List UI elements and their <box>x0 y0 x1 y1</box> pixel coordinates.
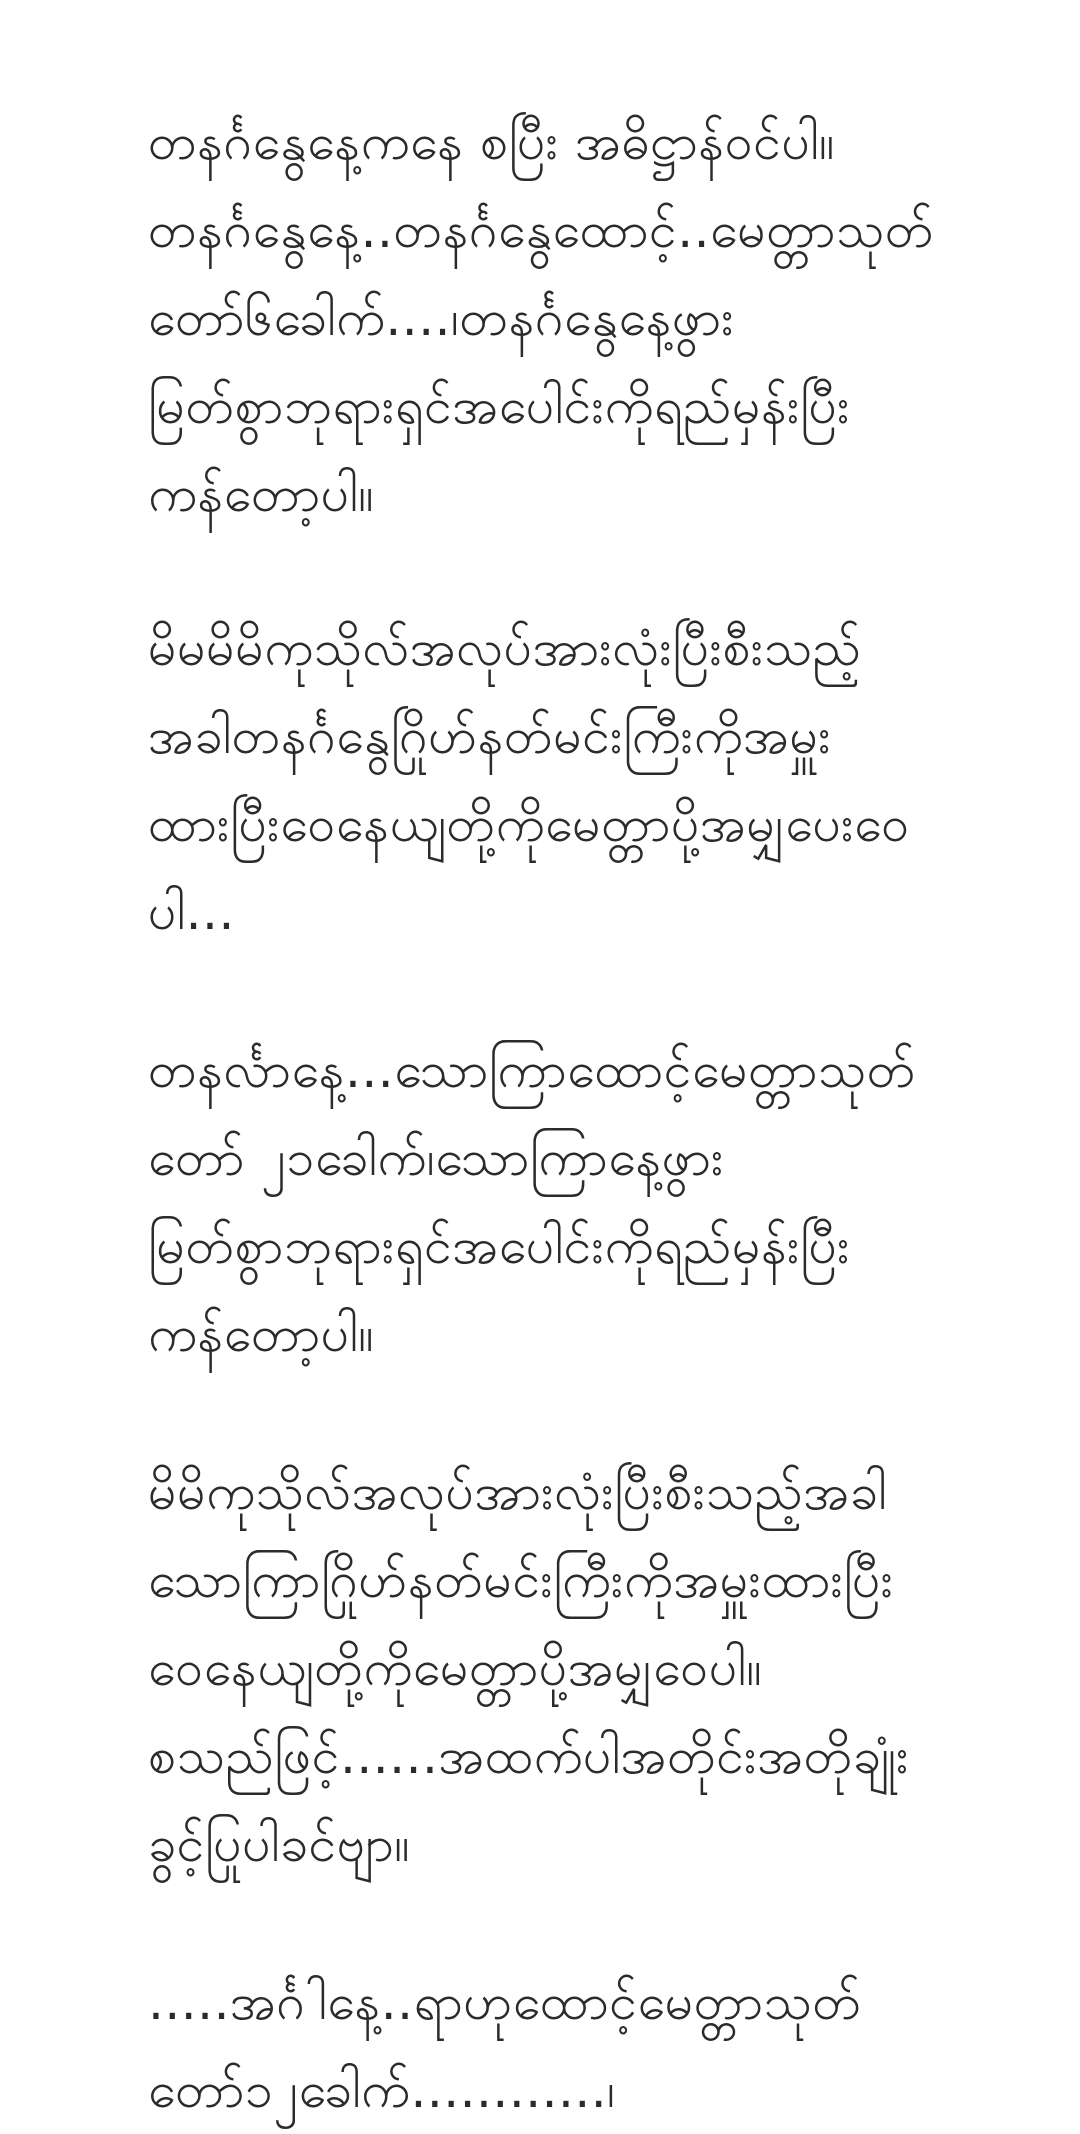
text-line: ကန်တော့ပါ။ <box>148 1305 374 1363</box>
paragraph-spacer <box>148 538 1020 604</box>
text-line: မိမိကုသိုလ်အလုပ်အားလုံးပြီးစီးသည့်အခါ <box>148 1463 888 1521</box>
paragraph-monday <box>148 1026 1020 1378</box>
text-line: အခါတနင်္ဂနွေဂြိုဟ်နတ်မင်းကြီးကိုအမှူး <box>148 707 832 765</box>
paragraph-spacer <box>148 956 1020 1026</box>
text-line: သောကြာဂြိုဟ်နတ်မင်းကြီးကိုအမှူးထားပြီး <box>148 1551 894 1609</box>
text-line: ထားပြီးဝေနေယျတို့ကိုမေတ္တာပို့အမျှပေးဝေ <box>148 795 910 853</box>
text-line: တနင်္လာနေ့...သောကြာထောင့်မေတ္တာသုတ် <box>148 1041 916 1099</box>
paragraph-spacer <box>148 1888 1020 1958</box>
paragraph-monday-dedication <box>148 1448 1020 1888</box>
text-line: ကန်တော့ပါ။ <box>148 465 374 523</box>
text-line: ခွင့်ပြုပါခင်ဗျာ။ <box>148 1815 410 1873</box>
text-line: မြတ်စွာဘုရားရှင်အပေါင်းကိုရည်မှန်းပြီး <box>148 1217 851 1275</box>
text-line: .....အင်္ဂါနေ့..ရာဟုထောင့်မေတ္တာသုတ် <box>148 1973 862 2031</box>
text-line: မြတ်စွာဘုရားရှင်အပေါင်းကိုရည်မှန်းပြီး <box>148 377 851 435</box>
text-line: ပါ... <box>148 883 235 941</box>
text-line: တော်၆ခေါက်....၊တနင်္ဂနွေနေ့ဖွား <box>148 289 735 347</box>
paragraph-spacer <box>148 1378 1020 1448</box>
text-line: စသည်ဖြင့်......အထက်ပါအတိုင်းအတိုချုံး <box>148 1727 910 1785</box>
paragraph-sunday-dedication <box>148 604 1020 956</box>
text-line: တော်၁၂ခေါက်............၊ <box>148 2061 616 2119</box>
paragraph-sunday-start <box>148 98 1020 538</box>
text-line: တော် ၂၁ခေါက်၊သောကြာနေ့ဖွား <box>148 1129 725 1187</box>
text-line: မိမမိမိကုသိုလ်အလုပ်အားလုံးပြီးစီးသည့် <box>148 619 862 677</box>
text-line: ဝေနေယျတို့ကိုမေတ္တာပို့အမျှဝေပါ။ <box>148 1639 763 1697</box>
text-line: တနင်္ဂနွေနေ့ကနေ စပြီး အဓိဋ္ဌာန်ဝင်ပါ။ <box>148 113 835 171</box>
text-line: တနင်္ဂနွေနေ့..တနင်္ဂနွေထောင့်..မေတ္တာသုတ် <box>148 201 935 259</box>
paragraph-tuesday <box>148 1958 1020 2134</box>
